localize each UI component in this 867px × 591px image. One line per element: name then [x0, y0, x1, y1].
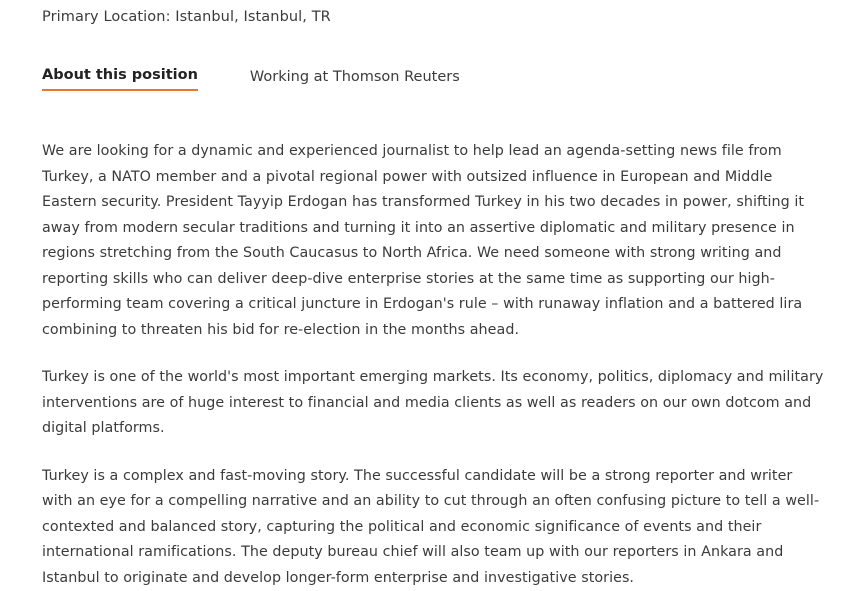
tab-working-at-thomson-reuters[interactable]: Working at Thomson Reuters [250, 69, 460, 91]
job-description-paragraph: Turkey is one of the world's most important emerging markets. Its economy, politics, diplomacy and military interventions are of huge interest to financial and media clients as well as readers on our own dotcom and digital platforms. [42, 365, 825, 442]
job-detail-tabs [42, 65, 825, 91]
job-description-paragraph: We are looking for a dynamic and experienced journalist to help lead an agenda-setting news file from Turkey, a NATO member and a pivotal regional power with outsized influence in European and Middle Eastern security. President Tayyip Erdogan has transformed Turkey in his two decades in power, shifting it away from modern secular traditions and turning it into an assertive diplomatic and military presence in regions stretching from the South Caucasus to North Africa. We need someone with strong writing and reporting skills who can deliver deep-dive enterprise stories at the same time as supporting our high-performing team covering a critical juncture in Erdogan's rule – with runaway inflation and a battered lira combining to threaten his bid for re-election in the months ahead. [42, 139, 825, 343]
primary-location-text: Primary Location: Istanbul, Istanbul, TR [42, 0, 825, 25]
tab-about-this-position[interactable]: About this position [42, 67, 198, 91]
job-description-paragraph: Turkey is a complex and fast-moving story. The successful candidate will be a strong reporter and writer with an eye for a compelling narrative and an ability to cut through an often confusing picture to tell a well-contexted and balanced story, capturing the political and economic significance of events and their international ramifications. The deputy bureau chief will also team up with our reporters in Ankara and Istanbul to originate and develop longer-form enterprise and investigative stories. [42, 464, 825, 591]
job-description [42, 139, 825, 591]
